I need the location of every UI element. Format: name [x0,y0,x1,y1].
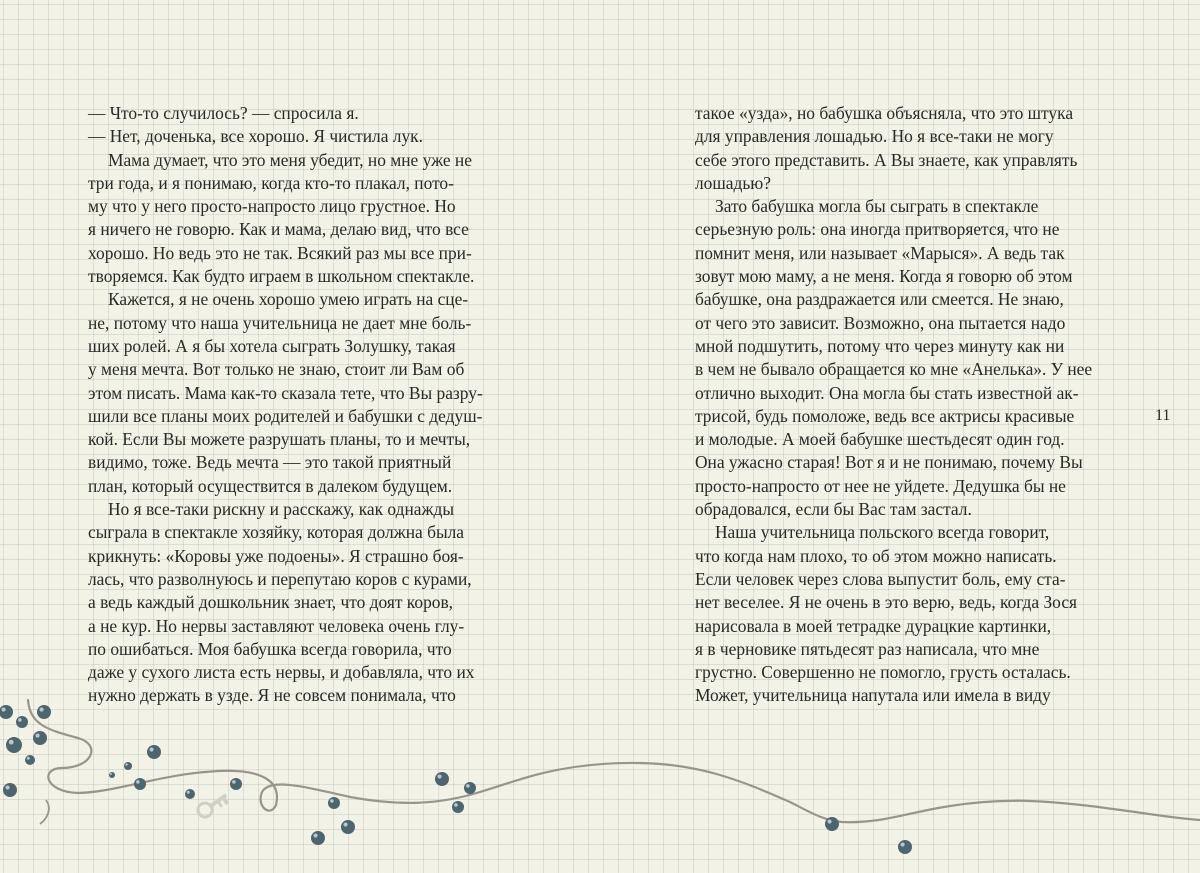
text-line: шили все планы моих родителей и бабушки с дедуш- [88,405,483,426]
text-line: лась, что разволнуюсь и перепутаю коров с курами, [88,568,472,589]
text-line: три года, и я понимаю, когда кто-то плакал, пото- [88,172,454,193]
bead-icon [147,745,161,759]
string-and-beads-illustration [0,690,1200,873]
bead-highlight [466,784,470,788]
text-line: нет веселее. Я не очень в это верю, ведь, когда Зося [695,592,1078,613]
bead-highlight [232,780,236,784]
bead-icon [435,772,449,786]
text-line: себе этого представить. А Вы знаете, как управлять [695,149,1078,170]
key-icon [195,789,231,820]
text-line: что когда нам плохо, то об этом можно написать. [695,545,1057,566]
bead-highlight [125,763,127,765]
text-line: зовут мою маму, а не меня. Когда я говорю об этом [695,266,1073,287]
bead-icon [25,755,35,765]
text-line: не, потому что наша учительница не дает мне боль- [88,312,472,333]
text-line: Наша учительница польского всегда говорит, [715,522,1050,543]
bead-icon [0,705,13,719]
bead-highlight [110,773,112,775]
text-line: нужно держать в узде. Я не совсем понимала, что [88,685,456,706]
text-line: — Что-то случилось? — спросила я. [88,103,359,123]
bead-highlight [18,718,22,722]
text-line: а не кур. Но нервы заставляют человека очень глу- [88,615,465,636]
bead-icon [311,831,325,845]
bead-icon [452,801,464,813]
bead-highlight [454,803,458,807]
bead-highlight [136,780,140,784]
bead-icon [6,737,22,753]
bead-highlight [9,740,14,745]
text-line: Она ужасно старая! Вот я и не понимаю, почему Вы [695,452,1083,473]
bead-highlight [900,842,904,846]
text-line: я в черновике пятьдесят раз написала, что мне [695,638,1040,659]
text-line: му что у него просто-напросто лицо грустное. Но [88,196,456,217]
bead-icon [230,778,242,790]
text-line: помнит меня, или называет «Марыся». А ведь так [695,242,1065,263]
text-line: нарисовала в моей тетрадке дурацкие картинки, [695,615,1052,636]
text-line: видимо, тоже. Ведь мечта — это такой приятный [88,452,452,473]
bead-highlight [27,757,30,760]
bead-icon [134,778,146,790]
text-line: сыграла в спектакле хозяйку, которая должна была [88,522,465,543]
page-number: 11 [1155,407,1171,424]
text-line: творяемся. Как будто играем в школьном спектакле. [88,266,475,287]
text-line: серьезную роль: она иногда притворяется, что не [695,219,1060,240]
string-loose-end [40,800,49,824]
bead-highlight [187,791,190,794]
text-line: даже у сухого листа есть нервы, и добавляла, что их [88,662,475,683]
text-line: от чего это зависит. Возможно, она пытается надо [695,312,1066,333]
text-line: Может, учительница напутала или имела в виду [695,685,1051,706]
text-line: крикнуть: «Коровы уже подоены». Я страшно боя- [88,545,464,566]
bead-highlight [827,819,831,823]
bead-icon [33,731,47,745]
text-line: я ничего не говорю. Как и мама, делаю вид, что все [88,219,469,240]
text-line: план, который осуществится в далеком будущем. [88,475,453,496]
text-line: у меня мечта. Вот только не знаю, стоит ли Вам об [88,359,465,380]
bead-icon [185,789,195,799]
text-line: кой. Если Вы можете разрушать планы, то и мечты, [88,429,471,450]
bead-highlight [149,747,153,751]
left-page-text [88,102,518,708]
bead-highlight [35,733,39,737]
text-line: Кажется, я не очень хорошо умею играть на сце- [108,289,469,310]
text-line: трисой, будь помоложе, ведь все актрисы красивые [695,405,1075,426]
bead-highlight [1,707,5,711]
bead-icon [328,797,340,809]
bead-icon [124,762,132,770]
bead-icon [341,820,355,834]
text-line: этом писать. Мама как-то сказала тете, что Вы разру- [88,382,483,403]
text-line: Если человек через слова выпустит боль, ему ста- [695,568,1066,589]
text-line: Мама думает, что это меня убедит, но мне уже не [108,149,472,170]
bead-highlight [39,707,43,711]
bead-icon [37,705,51,719]
bead-icon [109,772,115,778]
text-line: — Нет, доченька, все хорошо. Я чистила лук. [88,126,423,147]
bead-icon [464,782,476,794]
bead-icon [16,716,28,728]
bead-icon [898,840,912,854]
text-line: мной подшутить, потому что через минуту как ни [695,335,1065,356]
text-line: в чем не бывало обращается ко мне «Анелька». У нее [695,359,1093,380]
bead-highlight [437,774,441,778]
text-line: а ведь каждый дошкольник знает, что доят коров, [88,592,454,613]
text-line: просто-напросто от нее не уйдете. Дедушка бы не [695,475,1066,496]
text-line: бабушке, она раздражается или смеется. Не знаю, [695,289,1064,310]
bead-highlight [313,833,317,837]
bead-highlight [5,785,9,789]
text-line: для управления лошадью. Но я все-таки не могу [695,126,1054,147]
bead-icon [3,783,17,797]
text-line: такое «узда», но бабушка объясняла, что это штука [695,103,1074,123]
bead-highlight [343,822,347,826]
text-line: отлично выходит. Она могла бы стать известной ак- [695,382,1079,403]
text-line: обрадовался, если бы Вас там застал. [695,499,972,520]
text-line: Но я все-таки рискну и расскажу, как однажды [108,499,455,520]
text-line: грустно. Совершенно не помогло, грусть осталась. [695,662,1071,683]
beads-group [0,705,912,854]
right-page-text [695,102,1125,708]
text-line: лошадью? [695,172,771,193]
bead-highlight [330,799,334,803]
text-line: хорошо. Но ведь это не так. Всякий раз мы все при- [88,242,472,263]
text-line: и молодые. А моей бабушке шестьдесят один год. [695,429,1065,450]
bead-icon [825,817,839,831]
text-line: Зато бабушка могла бы сыграть в спектакле [715,196,1039,217]
text-line: ших ролей. А я бы хотела сыграть Золушку, такая [88,335,456,356]
text-line: по ошибаться. Моя бабушка всегда говорила, что [88,638,452,659]
